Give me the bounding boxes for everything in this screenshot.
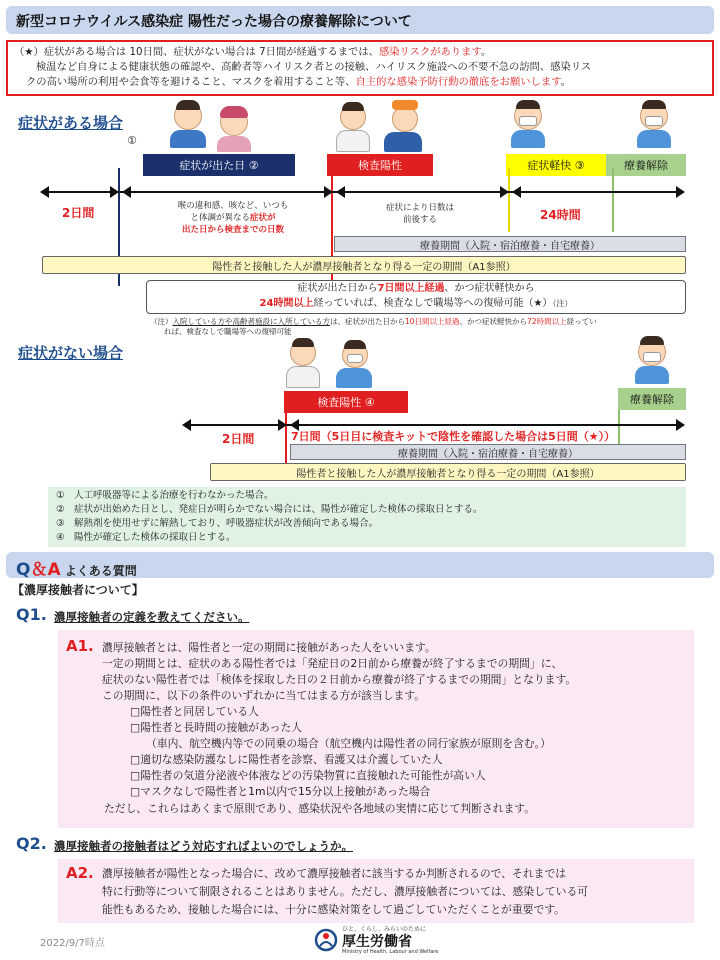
person-mask-illustration — [508, 98, 548, 150]
onset-note-line — [148, 212, 318, 224]
a1-line: □適切な感染防護なしに陽性者を診察、看護又は介護していた人 — [130, 753, 443, 766]
qa-heading — [16, 555, 137, 580]
onset-note-red: 症状が — [250, 213, 276, 223]
arrow-right-icon — [676, 419, 685, 431]
ministry-logo-icon — [314, 928, 338, 952]
a1-number: A1. — [66, 637, 94, 655]
period-24h: 24時間 — [540, 208, 581, 222]
onset-note-line: 喉の違和感、咳など、いつも — [177, 201, 289, 211]
release-label: 療養解除 — [606, 154, 686, 176]
onset-note-red: 出た日から検査までの日数 — [181, 225, 284, 235]
person-mask-illustration — [634, 98, 674, 150]
person-worried-illustration — [214, 106, 254, 152]
warning-highlight: 自主的な感染予防行動の徹底をお願いします — [355, 76, 561, 88]
q2-number: Q2. — [16, 834, 47, 853]
footnote-text: 入院している方や高齢者施設に入所している方 — [172, 317, 330, 326]
symptomatic-circle-note: ① — [127, 134, 137, 147]
return-text: 症状が出た日から — [297, 283, 378, 294]
arrow-left-icon — [122, 186, 131, 198]
footnote-line-1 — [150, 317, 597, 327]
arrow-left-icon — [512, 186, 521, 198]
onset-day-label: 症状が出た日 ② — [143, 154, 295, 176]
return-work-note — [146, 280, 686, 314]
arrow-left-icon — [182, 419, 191, 431]
asym-period-7days: 7日間（5日目に検査キットで陰性を確認した場合は5日間（★）） — [291, 430, 616, 443]
q2-text: 濃厚接触者の接触者はどう対応すればよいのでしょうか。 — [54, 839, 353, 853]
asym-period-2days: 2日間 — [222, 432, 255, 446]
ministry-name: 厚生労働省 — [342, 934, 412, 950]
a1-line: （車内、航空機内等での同乗の場合（航空機内は陽性者の同行家族が原則を含む。） — [146, 737, 551, 750]
qa-heading-text: よくある質問 — [60, 564, 137, 578]
a1-line: 症状のない陽性者では「検体を採取した日の２日前から療養が終了するまでの期間」となります。 — [102, 673, 577, 686]
person-sick-illustration — [168, 98, 208, 150]
improve-vline — [508, 168, 510, 232]
timeline-arrow — [44, 191, 682, 193]
symptom-improve-label: 症状軽快 ③ — [506, 154, 606, 176]
ministry-english: Ministry of Health, Labour and Welfare — [342, 949, 439, 955]
warning-box — [6, 40, 714, 96]
note-item: ② 症状が出始めた日とし、発症日が明らかでない場合には、陽性が確定した検体の採取日とする。 — [56, 504, 483, 515]
qa-amp: ＆ — [30, 560, 48, 580]
footnote-text: は、症状が出た日から — [330, 317, 405, 326]
mid-note-line: 症状により日数は — [385, 203, 454, 213]
a2-line: 能性もあるため、接触した場合には、十分に感染対策をして過ごしていただくことが重要です。 — [102, 903, 565, 916]
onset-note-text: と体調が異なる — [190, 213, 250, 223]
mid-note-line: 前後する — [402, 215, 437, 225]
onset-note — [148, 200, 318, 236]
contact-period-bar: 陽性者と接触した人が濃厚接触者となり得る一定の期間（A1参照） — [42, 256, 686, 274]
a2-number: A2. — [66, 864, 94, 882]
symptomatic-title: 症状がある場合 — [18, 114, 124, 132]
period-2days: 2日間 — [62, 206, 95, 220]
footnote-line-2: れば、検査なしで職場等への復帰可能 — [164, 327, 292, 336]
a1-line: 一定の期間とは、症状のある陽性者では「発症日の2日前から療養が終了するまでの期間」に、 — [102, 657, 563, 670]
a1-line: □陽性者の気道分泌液や体液などの汚染物質に直接触れた可能性が高い人 — [130, 769, 486, 782]
a2-line: 濃厚接触者が陽性となった場合に、改めて濃厚接触者に該当するか判断されるので、それまでは — [102, 867, 567, 880]
asymptomatic-title: 症状がない場合 — [18, 344, 124, 362]
return-line-1 — [147, 281, 685, 296]
arrow-right-icon — [676, 186, 685, 198]
date-stamp: 2022/9/7時点 — [40, 938, 105, 949]
warning-text: （★）症状がある場合は 10日間、症状がない場合は 7日間が経過するまでは、 — [14, 46, 379, 58]
warning-text: 。 — [480, 46, 492, 58]
warning-text: クの高い場所の利用や会食等を避けること、マスクを着用すること等、 — [26, 76, 356, 88]
arrow-right-icon — [500, 186, 509, 198]
return-red: 24時間以上 — [259, 298, 314, 309]
arrow-right-icon — [324, 186, 333, 198]
qa-q-letter: Q — [16, 560, 31, 580]
qa-a-letter: A — [47, 560, 61, 580]
doctor-test-illustration — [334, 98, 424, 154]
notes-box — [48, 487, 686, 547]
return-line-2 — [147, 296, 685, 311]
doctor-test-illustration — [284, 334, 374, 390]
warning-highlight: 感染リスクがあります — [378, 46, 481, 58]
asym-care-period-bar: 療養期間（入院・宿泊療養・自宅療養） — [290, 444, 686, 460]
mid-note — [340, 202, 500, 226]
a1-line: □陽性者と長時間の接触があった人 — [130, 721, 303, 734]
qa-category: 【濃厚接触者について】 — [12, 583, 144, 597]
return-text: 、かつ症状軽快から — [444, 283, 535, 294]
q1-text: 濃厚接触者の定義を教えてください。 — [54, 610, 250, 624]
note-item: ① 人工呼吸器等による治療を行わなかった場合。 — [56, 490, 274, 501]
asym-release-label: 療養解除 — [618, 388, 686, 410]
a2-line: 特に行動等について制限されることはありません。ただし、濃厚接触者については、感染している可 — [102, 885, 589, 898]
a1-line: この期間に、以下の条件のいずれかに当てはまる方が該当します。 — [102, 689, 426, 702]
return-text: 経っていれば、検査なしで職場等への復帰可能（★） — [313, 298, 553, 309]
footnote-text: 経ってい — [566, 317, 597, 326]
care-period-bar: 療養期間（入院・宿泊療養・自宅療養） — [334, 236, 686, 252]
warning-line-1 — [14, 45, 706, 60]
note-item: ③ 解熱剤を使用せずに解熱しており、呼吸器症状が改善傾向である場合。 — [56, 518, 379, 529]
return-red: 7日間以上経過 — [377, 283, 445, 294]
ministry-tagline: ひと、くらし、みらいのために — [342, 926, 427, 933]
asym-timeline-arrow — [186, 424, 682, 426]
a1-line: □マスクなしで陽性者と1m以内で15分以上接触があった場合 — [130, 785, 431, 798]
q1-number: Q1. — [16, 605, 47, 624]
arrow-right-icon — [110, 186, 119, 198]
arrow-left-icon — [336, 186, 345, 198]
release-vline — [612, 168, 614, 232]
note-item: ④ 陽性が確定した検体の採取日とする。 — [56, 532, 236, 543]
warning-line-2: 検温など自身による健康状態の確認や、高齢者等ハイリスク者との接触、ハイリスク施設への不要不急の訪問、感染リス — [36, 61, 592, 73]
a1-line: 濃厚接触者とは、陽性者と一定の期間に接触があった人をいいます。 — [102, 641, 436, 654]
page-title: 新型コロナウイルス感染症 陽性だった場合の療養解除について — [16, 14, 412, 30]
arrow-right-icon — [278, 419, 287, 431]
footnote-text: 、かつ症状軽快から — [459, 317, 528, 326]
asym-positive-label: 検査陽性 ④ — [284, 391, 408, 413]
a1-line: ただし、これらはあくまで原則であり、感染状況や各地域の実情に応じて判断されます。 — [104, 802, 536, 815]
footnote-text: （注） — [150, 317, 173, 326]
a1-line: □陽性者と同居している人 — [130, 705, 259, 718]
warning-line-3 — [14, 75, 706, 90]
arrow-left-icon — [40, 186, 49, 198]
footnote-red: 10日間以上経過 — [405, 317, 460, 326]
person-mask-illustration — [632, 334, 672, 386]
footnote-red: 72時間以上 — [527, 317, 567, 326]
test-positive-label: 検査陽性 — [327, 154, 433, 176]
return-note-mark: （注） — [552, 299, 573, 308]
warning-text: 。 — [560, 76, 571, 88]
asym-contact-period-bar: 陽性者と接触した人が濃厚接触者となり得る一定の期間（A1参照） — [210, 463, 686, 481]
